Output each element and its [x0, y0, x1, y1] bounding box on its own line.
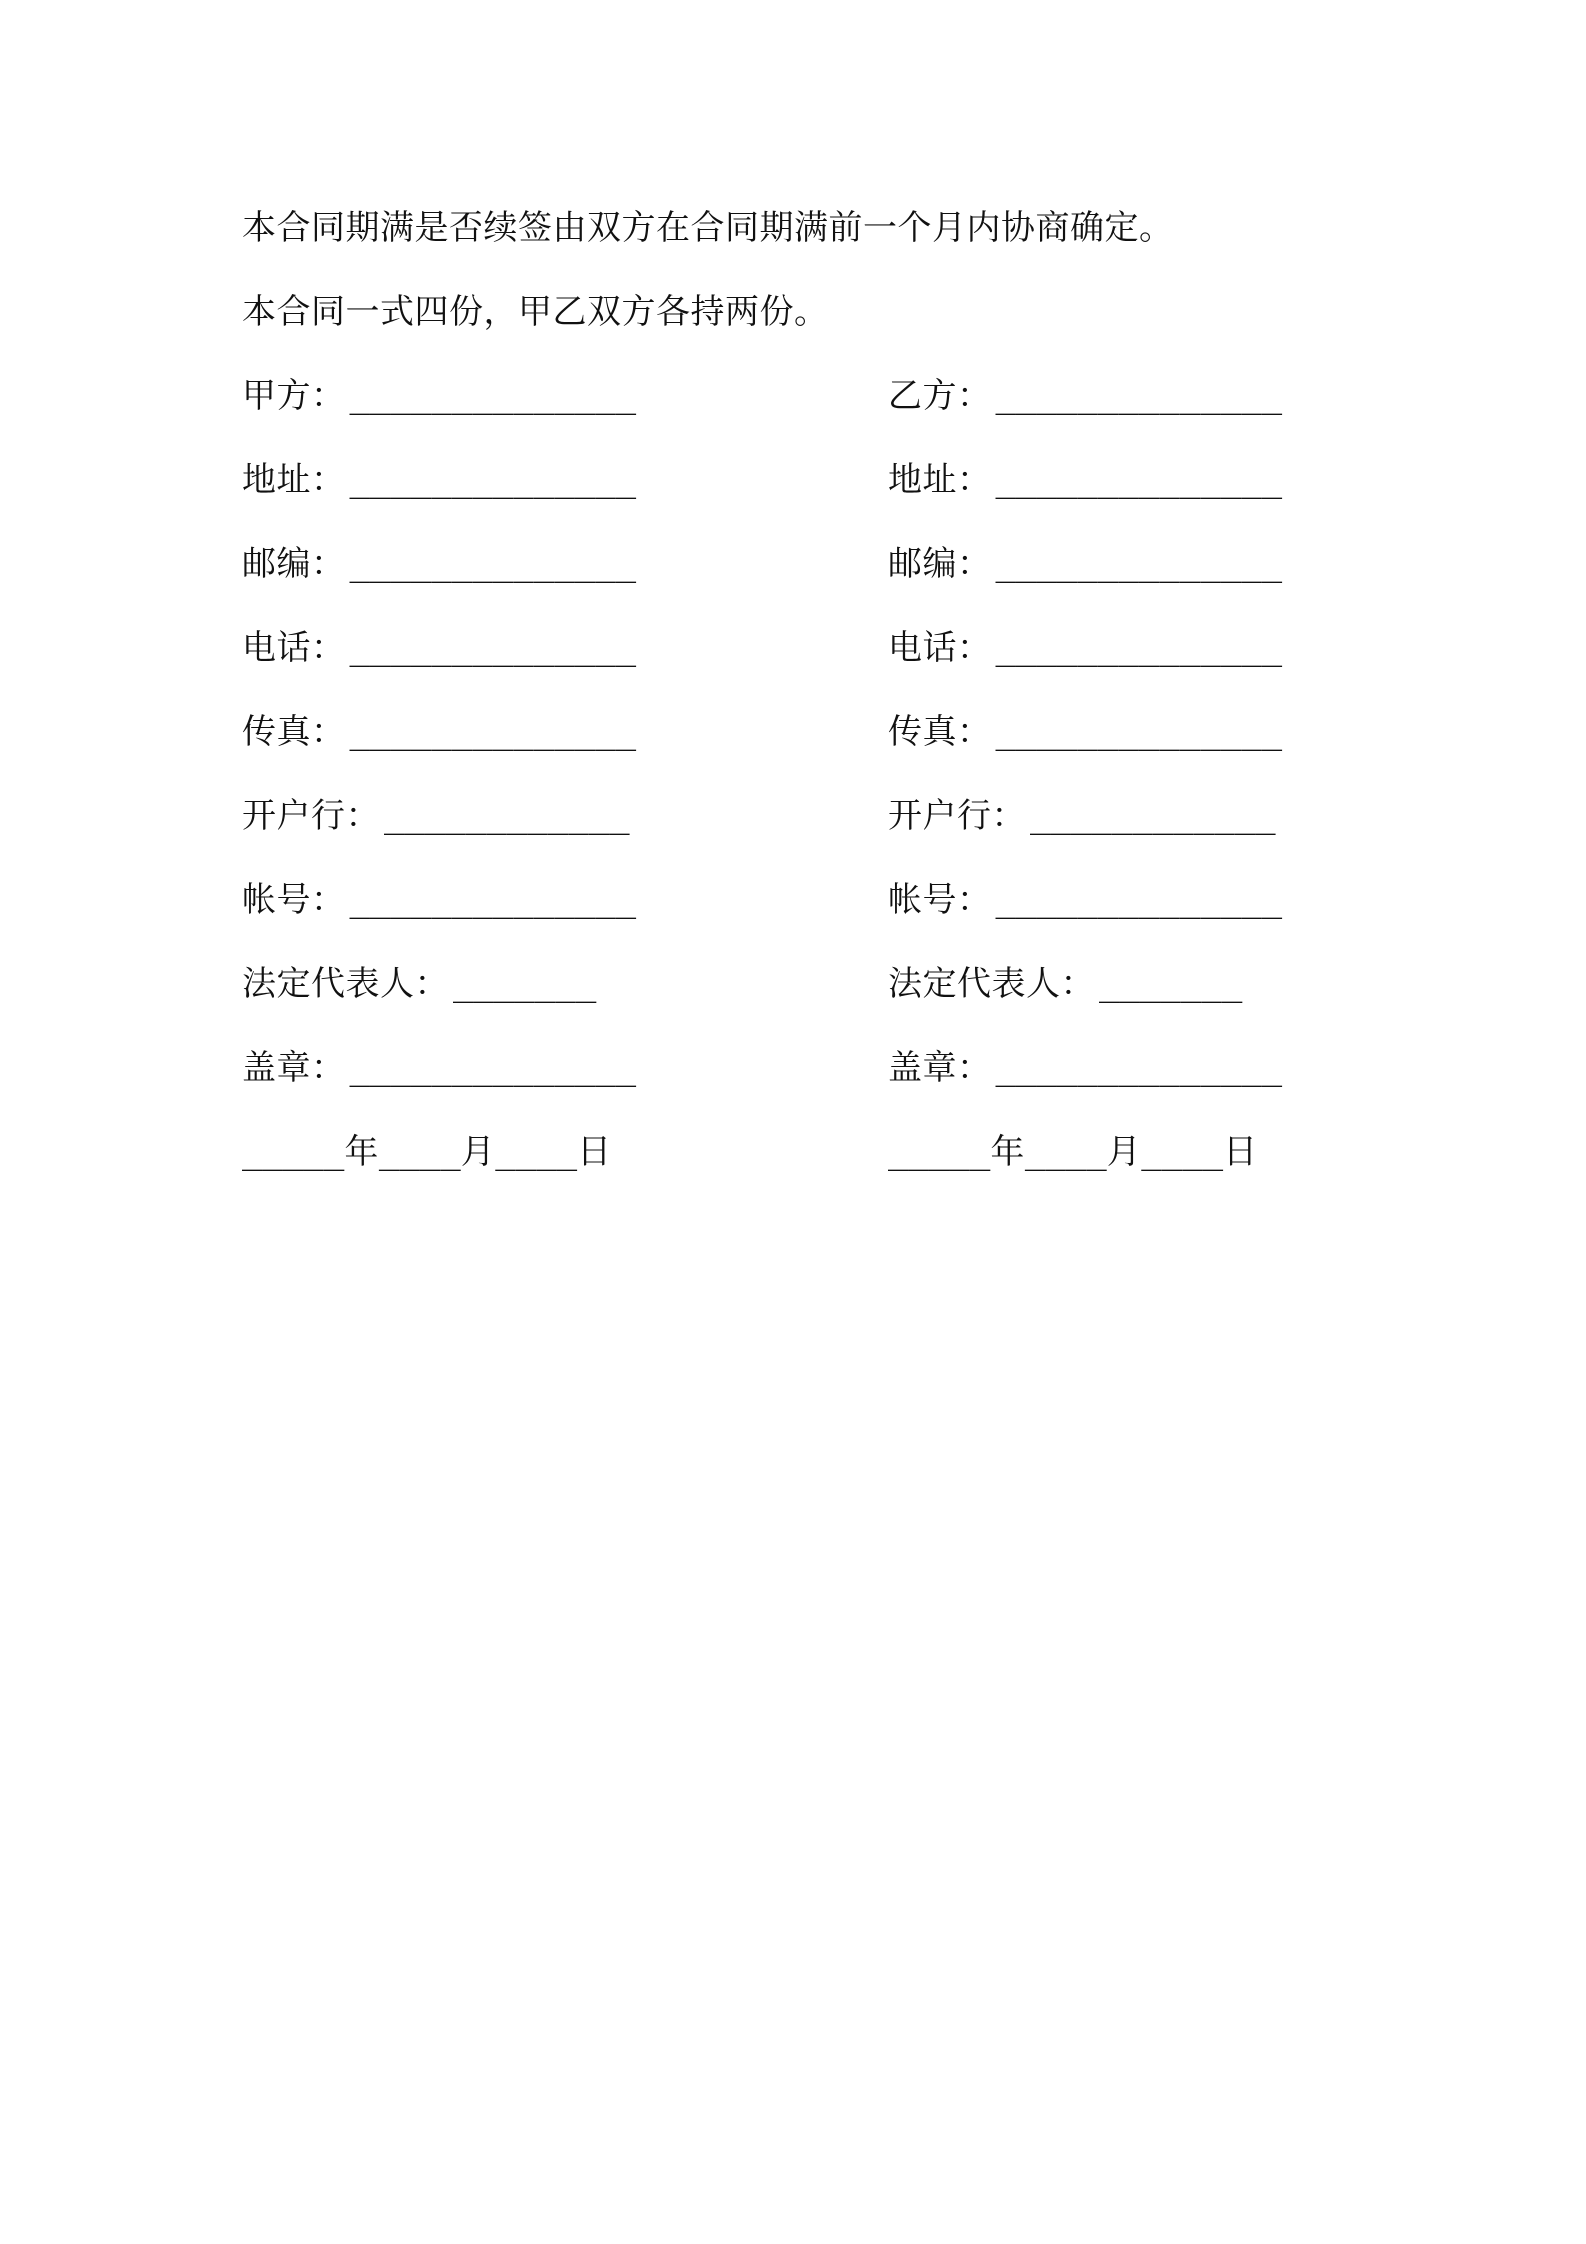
party-a-signature-block	[242, 374, 802, 1214]
party-b-account-row	[888, 878, 1448, 962]
party-a-date-row	[242, 1130, 802, 1214]
renewal-clause: 本合同期满是否续签由双方在合同期满前一个月内协商确定。	[242, 208, 1174, 248]
party-a-bank-label: 开户行：	[242, 796, 380, 836]
party-b-postcode-row	[888, 542, 1448, 626]
party-b-label: 乙方：	[888, 376, 992, 416]
copies-clause: 本合同一式四份，甲乙双方各持两份。	[242, 292, 829, 332]
party-a-postcode-blank: ______________	[349, 544, 637, 584]
party-b-representative-blank: _______	[1099, 964, 1243, 1004]
party-b-phone-row	[888, 626, 1448, 710]
party-b-day-blank: ____	[1141, 1132, 1224, 1172]
party-b-representative-label: 法定代表人：	[888, 964, 1095, 1004]
party-b-signature-block	[888, 374, 1448, 1214]
party-a-account-row	[242, 878, 802, 962]
party-a-address-label: 地址：	[242, 460, 346, 500]
party-b-postcode-label: 邮编：	[888, 544, 992, 584]
party-b-address-label: 地址：	[888, 460, 992, 500]
party-a-phone-row	[242, 626, 802, 710]
party-a-fax-row	[242, 710, 802, 794]
party-a-month-blank: ____	[378, 1132, 461, 1172]
party-a-representative-blank: _______	[453, 964, 597, 1004]
party-b-address-blank: ______________	[995, 460, 1283, 500]
party-b-month-label: 月	[1106, 1132, 1142, 1172]
party-a-year-label: 年	[344, 1132, 379, 1172]
party-a-bank-blank: ____________	[384, 796, 630, 836]
party-a-representative-label: 法定代表人：	[242, 964, 449, 1004]
party-b-phone-blank: ______________	[995, 628, 1283, 668]
party-a-month-label: 月	[460, 1132, 496, 1172]
party-b-fax-row	[888, 710, 1448, 794]
party-b-postcode-blank: ______________	[995, 544, 1283, 584]
party-a-address-blank: ______________	[349, 460, 637, 500]
party-a-year-blank: _____	[242, 1132, 345, 1172]
party-b-bank-row	[888, 794, 1448, 878]
party-b-seal-label: 盖章：	[888, 1048, 992, 1088]
party-b-name-row	[888, 374, 1448, 458]
party-b-seal-row	[888, 1046, 1448, 1130]
party-b-day-label: 日	[1223, 1132, 1258, 1172]
party-b-fax-label: 传真：	[888, 712, 992, 752]
party-a-name-row	[242, 374, 802, 458]
party-a-seal-label: 盖章：	[242, 1048, 346, 1088]
party-a-name-blank: ______________	[349, 376, 637, 416]
party-b-date-row	[888, 1130, 1448, 1214]
party-a-postcode-row	[242, 542, 802, 626]
party-b-account-blank: ______________	[995, 880, 1283, 920]
party-b-bank-blank: ____________	[1030, 796, 1276, 836]
party-b-representative-row	[888, 962, 1448, 1046]
party-b-month-blank: ____	[1024, 1132, 1107, 1172]
party-a-fax-blank: ______________	[349, 712, 637, 752]
party-b-account-label: 帐号：	[888, 880, 992, 920]
party-a-phone-label: 电话：	[242, 628, 346, 668]
party-b-fax-blank: ______________	[995, 712, 1283, 752]
party-a-account-blank: ______________	[349, 880, 637, 920]
party-b-seal-blank: ______________	[995, 1048, 1283, 1088]
party-a-seal-blank: ______________	[349, 1048, 637, 1088]
party-b-phone-label: 电话：	[888, 628, 992, 668]
party-b-name-blank: ______________	[995, 376, 1283, 416]
party-b-address-row	[888, 458, 1448, 542]
party-a-representative-row	[242, 962, 802, 1046]
party-b-year-label: 年	[990, 1132, 1025, 1172]
party-b-bank-label: 开户行：	[888, 796, 1026, 836]
party-a-account-label: 帐号：	[242, 880, 346, 920]
party-a-address-row	[242, 458, 802, 542]
party-a-day-blank: ____	[495, 1132, 578, 1172]
party-a-postcode-label: 邮编：	[242, 544, 346, 584]
party-a-phone-blank: ______________	[349, 628, 637, 668]
party-a-bank-row	[242, 794, 802, 878]
party-a-day-label: 日	[577, 1132, 612, 1172]
party-a-seal-row	[242, 1046, 802, 1130]
party-a-label: 甲方：	[242, 376, 346, 416]
party-a-fax-label: 传真：	[242, 712, 346, 752]
party-b-year-blank: _____	[888, 1132, 991, 1172]
